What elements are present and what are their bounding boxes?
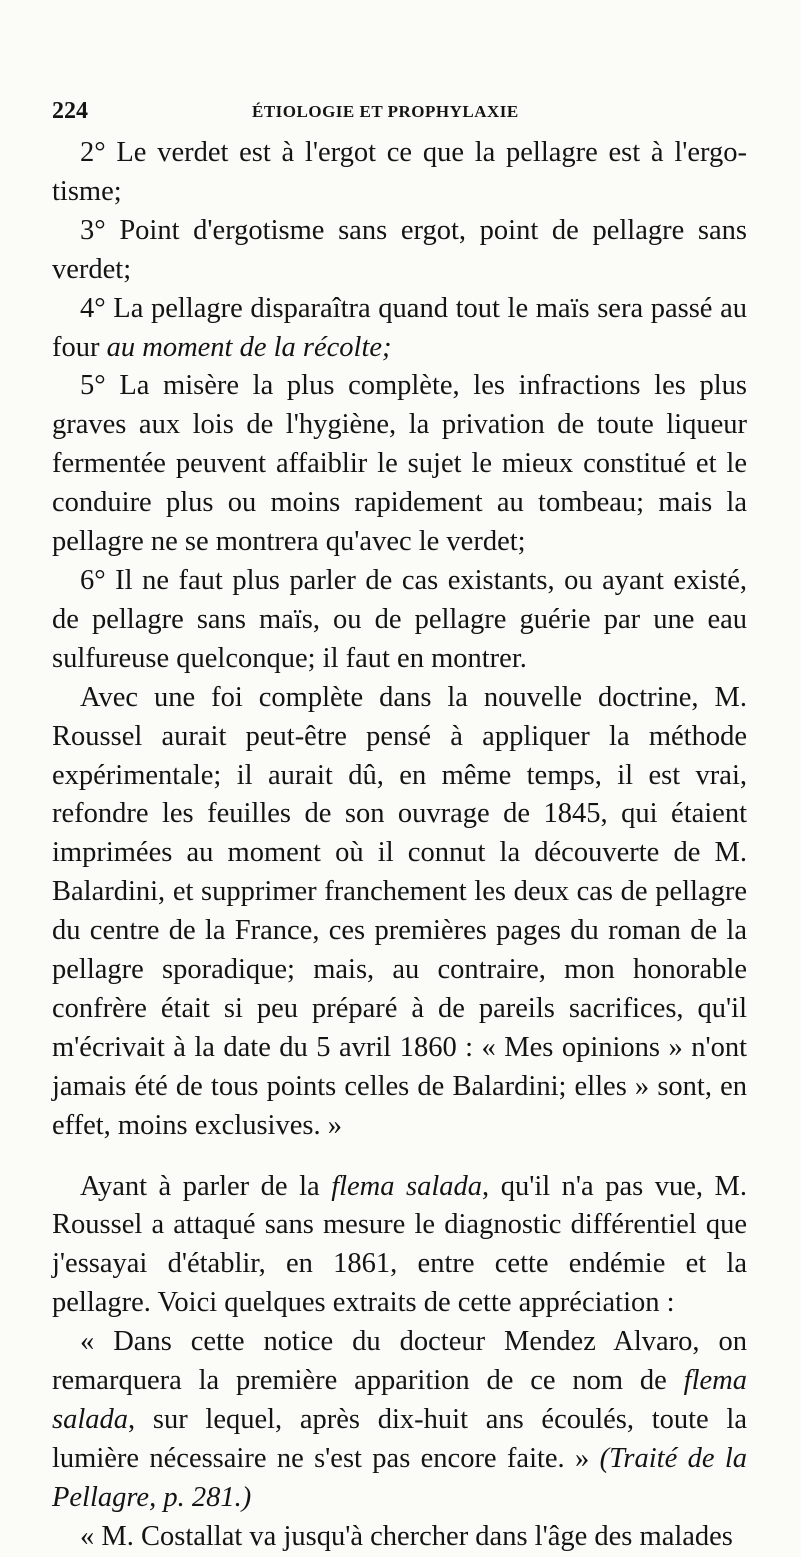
list-item-4 [52,290,747,368]
paragraph-roussel: Avec une foi complète dans la nouvelle doctrine, M. Roussel aurait peut-être pensé à appliquer la méthode expérimentale; il aurait dû, en même temps, il est vrai, refondre les feuilles de son ouvrage de 1845, qui étaient imprimées au moment où il connut la découverte de M. Balardini, et supprimer franchement les deux cas de pellagre du centre de la France, ces premières pages du roman de la pellagre sporadique; mais, au contraire, mon honorable confrère était si peu préparé à de pareils sacrifices, qu'il m'écrivait à la date du 5 avril 1860 : « Mes opinions » n'ont jamais été de tous points celles de Balardini; elles » sont, en effet, moins exclusives. » [52,681,747,1141]
paragraph-text: Ayant à parler de la [80,1170,332,1202]
quote-text: « Dans cette notice du docteur Mendez Alvaro, on remarquera la première apparition de ce nom de [52,1326,747,1397]
list-item-5 [52,367,747,562]
item-text: Le verdet est à l'ergot ce que la pellagre est à l'ergo-tisme; [52,137,747,207]
item-number: 4° [80,292,106,324]
list-item-6 [52,562,747,679]
quote-mendez [52,1323,747,1518]
paragraph-italic: flema salada [331,1170,483,1202]
list-item-3 [52,212,747,290]
quote-text: , sur lequel, après dix-huit ans écoulés, toute la lumière nécessaire ne s'est pas encore faite. » [52,1404,747,1474]
item-number: 6° [80,564,106,596]
quote-citation: (Traité de la Pellagre, p. 281.) [52,1442,747,1513]
running-head: ÉTIOLOGIE ET PROPHYLAXIE [252,102,519,121]
paragraph-flema-salada [52,1168,747,1324]
item-italic: au moment de la récolte; [106,331,392,363]
item-number: 2° [80,137,106,168]
quote-costallat: « M. Costallat va jusqu'à chercher dans l'âge des malades [80,1520,733,1552]
page-header [52,98,747,128]
item-text: La pellagre disparaîtra quand tout le maïs sera passé au four [52,292,747,363]
item-number: 3° [80,214,106,246]
paragraph-text: , qu'il n'a pas vue, M. Roussel a attaqué sans mesure le diagnostic différentiel que j'essayai d'établir, en 1861, entre cette endémie et la pellagre. Voici quelques extraits de cette appréciation : [52,1170,747,1319]
body-text [52,134,747,1557]
quote-italic: flema salada [52,1365,747,1435]
item-text: Point d'ergotisme sans ergot, point de pellagre sans verdet; [52,214,747,285]
item-text: La misère la plus complète, les infractions les plus graves aux lois de l'hygiène, la privation de toute liqueur fermentée peuvent affaiblir le sujet le mieux constitué et le conduire plus ou moins rapidement au tombeau; mais la pellagre ne se montrera qu'avec le verdet; [52,370,747,558]
page-number: 224 [52,98,88,124]
list-item-2 [52,134,747,212]
item-text: Il ne faut plus parler de cas existants, ou ayant existé, de pellagre sans maïs, ou de pellagre guérie par une eau sulfureuse quelconque; il faut en montrer. [52,564,747,674]
item-number: 5° [80,370,106,402]
